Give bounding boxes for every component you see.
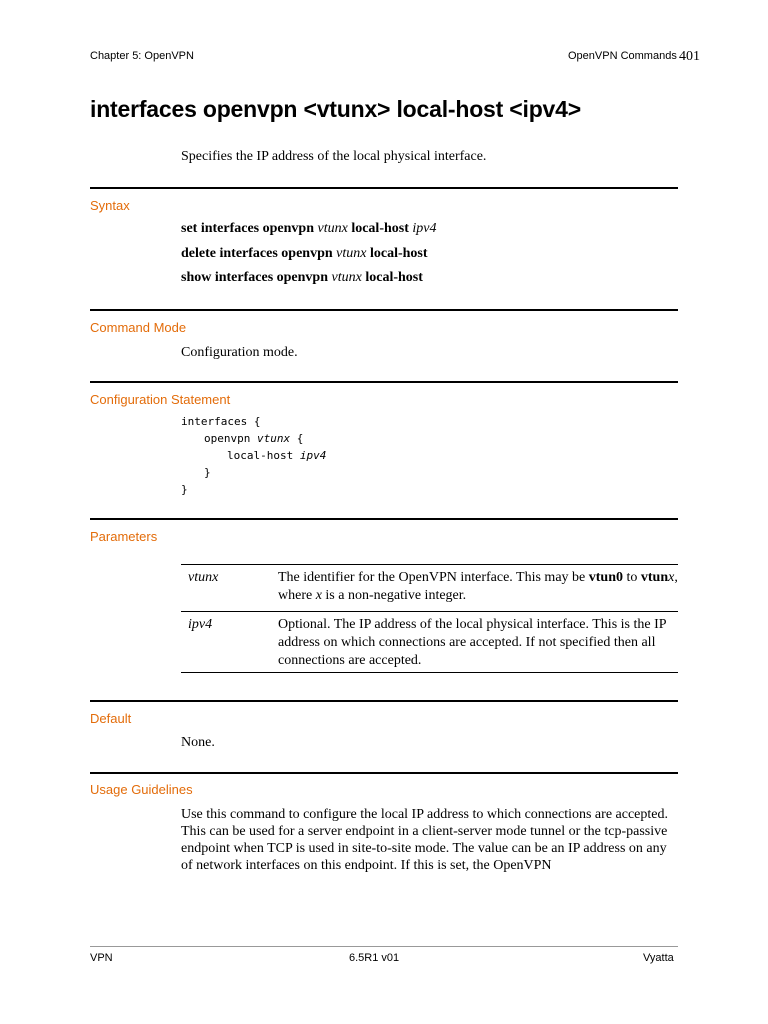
param-description: The identifier for the OpenVPN interface. This may be vtun0 to vtunx, where x is a non-negative integer. xyxy=(278,570,678,603)
page-number: 401 xyxy=(679,49,700,64)
config-statement-heading: Configuration Statement xyxy=(90,392,231,407)
param-name: vtunx xyxy=(188,570,219,585)
syntax-show-arg: vtunx xyxy=(331,270,362,285)
table-row xyxy=(181,612,678,673)
default-text: None. xyxy=(181,735,215,750)
syntax-delete-keyword: local-host xyxy=(369,246,428,261)
running-header-chapter: Chapter 5: OpenVPN xyxy=(90,50,194,62)
param-name: ipv4 xyxy=(188,617,213,632)
section-divider xyxy=(90,309,678,311)
syntax-set-line xyxy=(181,221,437,237)
command-description: Specifies the IP address of the local physical interface. xyxy=(181,149,487,164)
param-description: Optional. The IP address of the local physical interface. This is the IP address on which connections are accepted. If not specified then all connections are accepted. xyxy=(278,617,667,668)
footer-company: Vyatta xyxy=(643,952,674,964)
running-header-section: OpenVPN Commands xyxy=(568,50,677,62)
config-local-host-keyword: local-host xyxy=(227,449,300,462)
syntax-show-keyword: local-host xyxy=(365,270,423,285)
syntax-set-command: set interfaces openvpn xyxy=(181,221,314,236)
syntax-show-command: show interfaces openvpn xyxy=(181,270,329,285)
config-line-4: } xyxy=(204,466,211,479)
config-brace-open: { xyxy=(290,432,304,445)
config-vtunx-arg: vtunx xyxy=(256,432,291,445)
footer-divider xyxy=(90,946,678,947)
command-mode-heading: Command Mode xyxy=(90,320,187,335)
config-line-1: interfaces { xyxy=(181,415,261,428)
syntax-delete-line xyxy=(181,246,428,262)
usage-guidelines-text: Use this command to configure the local IP address to which connections are accepted. This can be used for a server endpoint in a client-server mode tunnel or the tcp-passive endpoint when TCP is used in site-to-site mode. The value can be an IP address on any of network interfaces on this endpoint. If this is set, the OpenVPN xyxy=(181,807,668,873)
syntax-delete-command: delete interfaces openvpn xyxy=(181,246,333,261)
parameters-heading: Parameters xyxy=(90,529,158,544)
syntax-set-keyword: local-host xyxy=(351,221,409,236)
parameters-table xyxy=(181,564,678,673)
table-row xyxy=(181,565,678,612)
syntax-set-arg: vtunx xyxy=(317,221,348,236)
config-line-3 xyxy=(227,449,326,462)
footer-product: VPN xyxy=(90,952,113,964)
section-divider xyxy=(90,187,678,189)
default-heading: Default xyxy=(90,711,132,726)
usage-guidelines-heading: Usage Guidelines xyxy=(90,782,193,797)
syntax-delete-arg: vtunx xyxy=(336,246,367,261)
config-line-5: } xyxy=(181,483,188,496)
syntax-heading: Syntax xyxy=(90,198,130,213)
page-title: interfaces openvpn <vtunx> local-host <ipv4> xyxy=(90,96,581,122)
section-divider xyxy=(90,700,678,702)
config-ipv4-arg: ipv4 xyxy=(299,449,327,462)
syntax-set-arg2: ipv4 xyxy=(412,221,437,236)
footer-version: 6.5R1 v01 xyxy=(349,952,400,964)
section-divider xyxy=(90,772,678,774)
section-divider xyxy=(90,518,678,520)
command-mode-text: Configuration mode. xyxy=(181,345,298,360)
section-divider xyxy=(90,381,678,383)
syntax-show-line xyxy=(181,270,423,286)
config-line-2 xyxy=(204,432,303,445)
config-openvpn-keyword: openvpn xyxy=(204,432,257,445)
